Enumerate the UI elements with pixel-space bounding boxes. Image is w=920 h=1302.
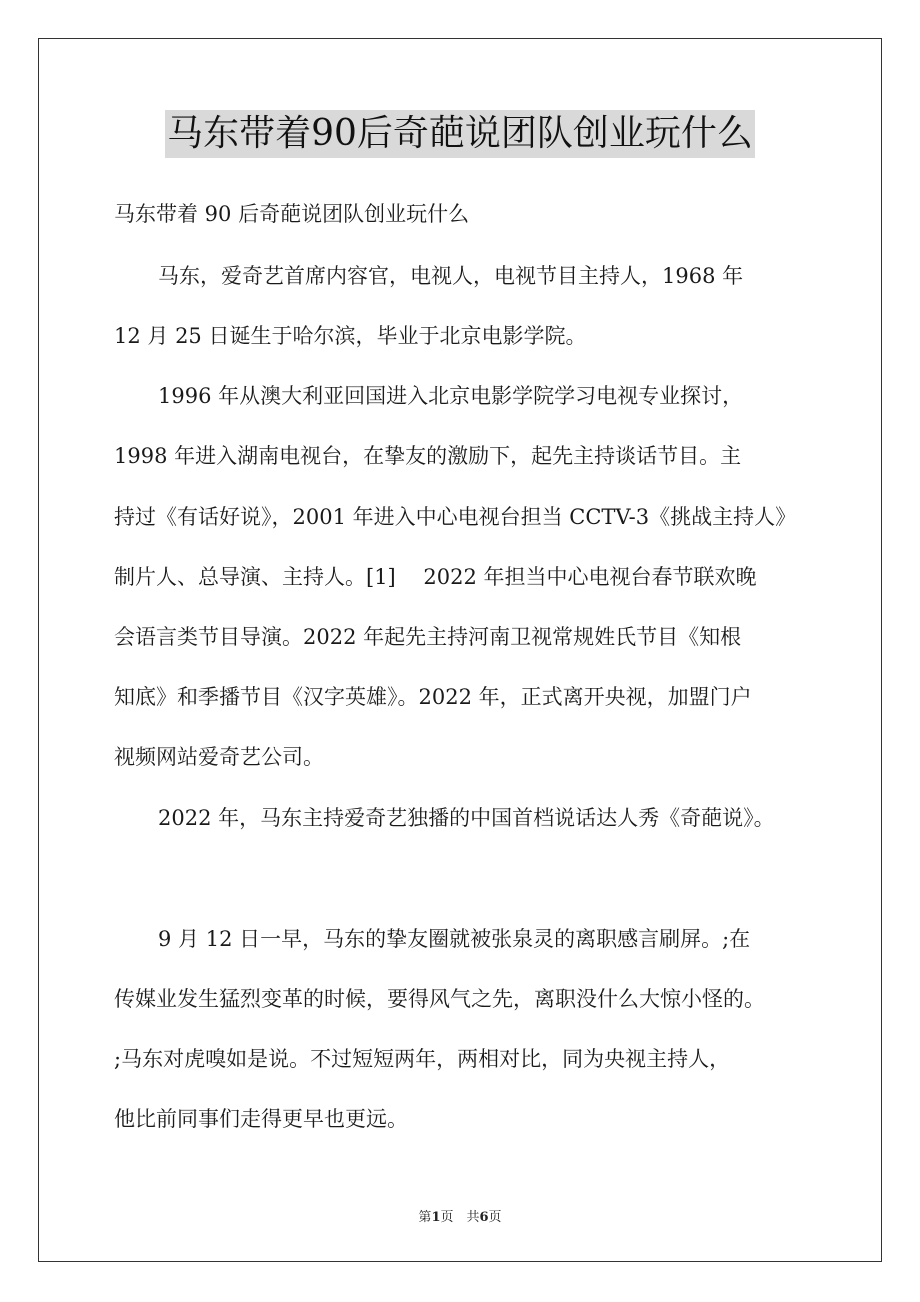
text-line: ;马东对虎嗅如是说。不过短短两年，两相对比，同为央视主持人， (114, 1047, 731, 1071)
text-line: 他比前同事们走得更早也更远。 (114, 1107, 408, 1131)
text-line: 马东带着 90 后奇葩说团队创业玩什么 (114, 202, 470, 226)
text-line: 视频网站爱奇艺公司。 (114, 745, 324, 769)
text-line: 12 月 25 日诞生于哈尔滨，毕业于北京电影学院。 (114, 324, 587, 348)
text-line: 持过《有话好说》，2001 年进入中心电视台担当 CCTV-3《挑战主持人》 (114, 505, 797, 529)
text-line: 会语言类节目导演。2022 年起先主持河南卫视常规姓氏节目《知根 (114, 625, 742, 649)
page-footer (0, 1206, 920, 1225)
footer-middle: 页 共 (440, 1210, 480, 1225)
text-line: 1996 年从澳大利亚回国进入北京电影学院学习电视专业探讨， (158, 384, 744, 408)
text-line: 制片人、总导演、主持人。[1] 2022 年担当中心电视台春节联欢晚 (114, 565, 757, 589)
text-line: 2022 年，马东主持爱奇艺独播的中国首档说话达人秀《奇葩说》。 (158, 806, 775, 830)
text-line: 知底》和季播节目《汉字英雄》。2022 年，正式离开央视，加盟门户 (114, 685, 752, 709)
text-line: 传媒业发生猛烈变革的时候，要得风气之先，离职没什么大惊小怪的。 (114, 987, 765, 1011)
text-line: 9 月 12 日一早，马东的挚友圈就被张泉灵的离职感言刷屏。;在 (158, 927, 751, 951)
footer-prefix: 第 (418, 1210, 432, 1225)
title-container (0, 110, 920, 158)
text-line: 马东，爱奇艺首席内容官，电视人，电视节目主持人，1968 年 (158, 264, 744, 288)
document-title: 马东带着90后奇葩说团队创业玩什么 (165, 110, 755, 158)
footer-total-pages: 6 (479, 1210, 489, 1225)
footer-page-number: 1 (431, 1210, 441, 1225)
footer-suffix: 页 (488, 1210, 502, 1225)
text-line: 1998 年进入湖南电视台，在挚友的激励下，起先主持谈话节目。主 (114, 444, 742, 468)
